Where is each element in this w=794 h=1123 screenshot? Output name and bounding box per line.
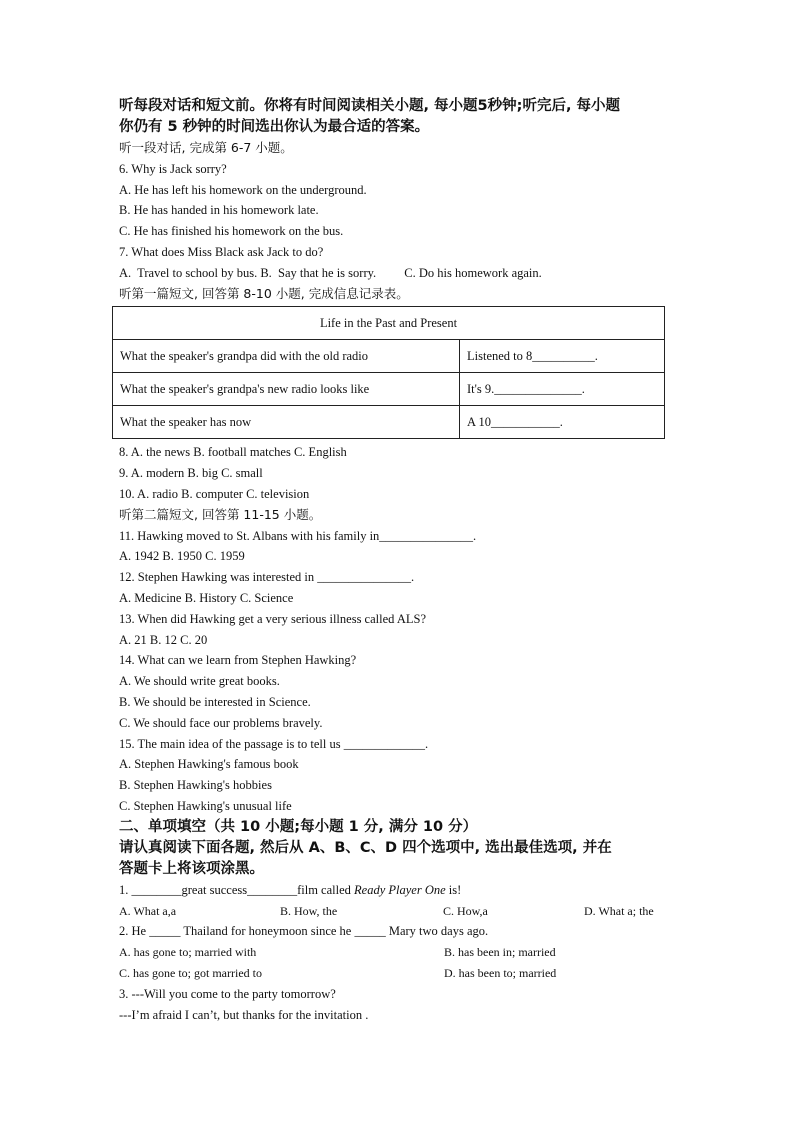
question-12-stem: 12. Stephen Hawking was interested in _______________. (119, 570, 415, 585)
choice-3-line-1: 3. ---Will you come to the party tomorrow? (119, 986, 336, 1001)
question-10: 10. A. radio B. computer C. television (119, 486, 310, 501)
table-cell-blank: Listened to 8__________. (460, 340, 665, 373)
question-7-stem: 7. What does Miss Black ask Jack to do? (119, 244, 324, 259)
table-cell-blank: A 10___________. (460, 406, 665, 439)
question-9: 9. A. modern B. big C. small (119, 466, 263, 481)
choice-1-option-d: D. What a; the (584, 903, 654, 918)
question-15-option-c: C. Stephen Hawking's unusual life (119, 798, 292, 813)
choice-2-option-d: D. has been to; married (444, 965, 557, 980)
choice-1-stem-end: is! (445, 882, 462, 897)
choice-2-options-row-2 (119, 963, 679, 984)
question-15-option-a: A. Stephen Hawking's famous book (119, 757, 299, 772)
question-14-option-a: A. We should write great books. (119, 674, 280, 689)
section-2-title: 二、单项填空（共 10 小题;每小题 1 分, 满分 10 分） (119, 818, 478, 835)
choice-2-option-a: A. has gone to; married with (119, 945, 257, 960)
question-8: 8. A. the news B. football matches C. English (119, 445, 347, 460)
intro-line-2: 你仍有 5 秒钟的时间选出你认为最合适的答案。 (119, 119, 430, 135)
choice-3-line-2: ---I’m afraid I can’t, but thanks for the invitation . (119, 1007, 369, 1022)
section-2-instruction-1: 请认真阅读下面各题, 然后从 A、B、C、D 四个选项中, 选出最佳选项, 并在 (119, 839, 612, 856)
question-12-options: A. Medicine B. History C. Science (119, 590, 294, 605)
choice-1-option-c: C. How,a (443, 903, 488, 918)
question-6-option-c: C. He has finished his homework on the bus. (119, 224, 344, 239)
question-14-stem: 14. What can we learn from Stephen Hawking? (119, 653, 357, 668)
table-cell-label: What the speaker's grandpa did with the old radio (113, 340, 460, 373)
question-6-option-b: B. He has handed in his homework late. (119, 203, 319, 218)
passage-1-instruction: 听第一篇短文, 回答第 8-10 小题, 完成信息记录表。 (119, 285, 409, 301)
choice-2-option-c: C. has gone to; got married to (119, 965, 262, 980)
table-title: Life in the Past and Present (113, 307, 665, 340)
choice-1-film-title: Ready Player One (354, 882, 446, 897)
choice-2-option-b: B. has been in; married (444, 945, 556, 960)
question-11-stem: 11. Hawking moved to St. Albans with his family in_______________. (119, 528, 477, 543)
table-cell-label: What the speaker's grandpa's new radio looks like (113, 373, 460, 406)
table-title-row (113, 307, 665, 340)
table-row (113, 406, 665, 439)
choice-1-stem-start: 1. ________great success________film called (119, 882, 355, 897)
choice-2-options-row-1 (119, 942, 679, 963)
question-14-option-c: C. We should face our problems bravely. (119, 715, 323, 730)
table-cell-label: What the speaker has now (113, 406, 460, 439)
table-cell-blank: It's 9.______________. (460, 373, 665, 406)
choice-1-options (119, 901, 679, 922)
choice-1-option-a: A. What a,a (119, 903, 177, 918)
question-13-stem: 13. When did Hawking get a very serious illness called ALS? (119, 611, 426, 626)
choice-1-option-b: B. How, the (280, 903, 338, 918)
choice-1-stem (119, 880, 679, 901)
question-6-option-a: A. He has left his homework on the underground. (119, 182, 367, 197)
choice-2-stem: 2. He _____ Thailand for honeymoon since he _____ Mary two days ago. (119, 924, 489, 939)
question-14-option-b: B. We should be interested in Science. (119, 694, 311, 709)
section-2-instruction-2: 答题卡上将该项涂黑。 (119, 860, 264, 877)
table-row (113, 340, 665, 373)
question-15-option-b: B. Stephen Hawking's hobbies (119, 778, 272, 793)
question-13-options: A. 21 B. 12 C. 20 (119, 632, 208, 647)
dialog-instruction: 听一段对话, 完成第 6-7 小题。 (119, 140, 293, 155)
question-7-options: A. Travel to school by bus. B. Say that he is sorry. C. Do his homework again. (119, 265, 542, 280)
table-row (113, 373, 665, 406)
info-record-table (112, 306, 665, 439)
exam-page (119, 96, 679, 1025)
question-11-options: A. 1942 B. 1950 C. 1959 (119, 549, 245, 564)
question-15-stem: 15. The main idea of the passage is to tell us _____________. (119, 736, 429, 751)
intro-line-1: 听每段对话和短文前。你将有时间阅读相关小题, 每小题5秒钟;听完后, 每小题 (119, 98, 620, 114)
question-6-stem: 6. Why is Jack sorry? (119, 161, 227, 176)
passage-2-instruction: 听第二篇短文, 回答第 11-15 小题。 (119, 506, 322, 522)
